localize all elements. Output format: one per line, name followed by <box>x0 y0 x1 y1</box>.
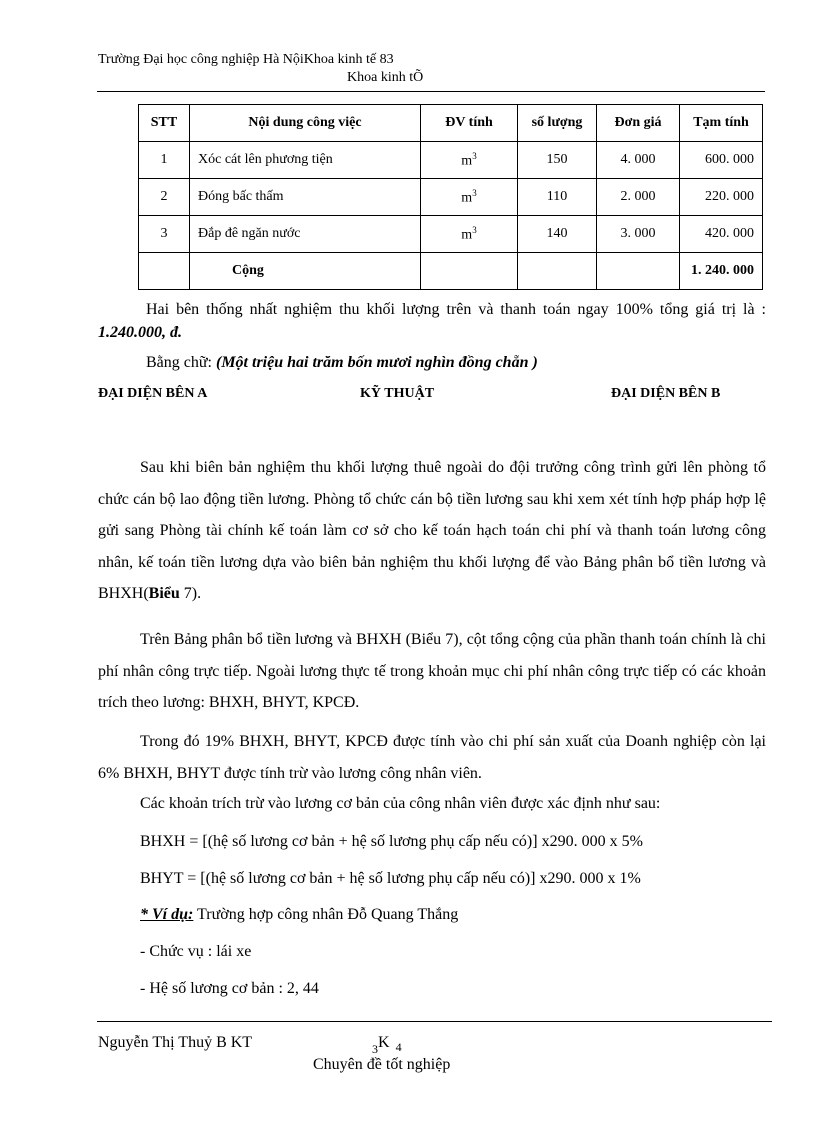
cell-empty <box>139 253 190 290</box>
formula-bhxh: BHXH = [(hệ số lương cơ bản + hệ số lương phụ cấp nếu có)] x290. 000 x 5% <box>140 833 643 850</box>
words-label: Bằng chữ: <box>146 354 216 371</box>
cell-empty <box>597 253 680 290</box>
table-row <box>139 179 763 216</box>
footer-class-num: 4 <box>395 1040 402 1054</box>
footer-author: Nguyễn Thị Thuỷ B KT <box>98 1034 253 1051</box>
table-row <box>139 142 763 179</box>
col-header-price: Đơn giá <box>597 105 680 142</box>
cell-empty <box>518 253 597 290</box>
footer-class <box>372 1034 402 1056</box>
cell-price: 2. 000 <box>597 179 680 216</box>
cell-stt: 1 <box>139 142 190 179</box>
unit-exponent: 3 <box>472 224 477 235</box>
footer-class-sub: 3 <box>372 1042 378 1056</box>
footer-class-k: K <box>378 1034 390 1051</box>
example-line <box>140 906 458 924</box>
agreement-amount: 1.240.000, đ. <box>98 324 182 341</box>
table-total-row <box>139 253 763 290</box>
words-value: (Một triệu hai trăm bốn mươi nghìn đồng chẵn ) <box>216 354 538 371</box>
paragraph-3: Trong đó 19% BHXH, BHYT, KPCĐ được tính vào chi phí sản xuất của Doanh nghiệp còn lại 6% BHXH, BHYT được tính trừ vào lương công nhân viên. <box>98 733 766 782</box>
cell-stt: 2 <box>139 179 190 216</box>
cell-content: Đắp đê ngăn nước <box>190 216 421 253</box>
agreement-text: Hai bên thống nhất nghiệm thu khối lượng trên và thanh toán ngay 100% tổng giá trị là : <box>146 301 766 318</box>
cell-stt: 3 <box>139 216 190 253</box>
header-faculty: Khoa kinh tÕ <box>347 70 424 85</box>
col-header-unit: ĐV tính <box>421 105 518 142</box>
table-row <box>139 216 763 253</box>
cell-content: Xóc cát lên phương tiện <box>190 142 421 179</box>
footer-subtitle: Chuyên đề tốt nghiệp <box>313 1056 451 1073</box>
example-text: Trường hợp công nhân Đỗ Quang Thắng <box>193 906 459 923</box>
cell-unit <box>421 142 518 179</box>
unit-text: m <box>461 227 473 243</box>
agreement-paragraph <box>98 298 766 344</box>
signature-party-b: ĐẠI DIỆN BÊN B <box>611 386 721 401</box>
signature-technical: KỸ THUẬT <box>360 386 435 401</box>
example-label: * Ví dụ: <box>140 906 194 923</box>
cell-price: 4. 000 <box>597 142 680 179</box>
cell-price: 3. 000 <box>597 216 680 253</box>
unit-text: m <box>461 153 473 169</box>
amount-in-words <box>146 354 538 372</box>
position-line: - Chức vụ : lái xe <box>140 943 252 960</box>
col-header-qty: số lượng <box>518 105 597 142</box>
col-header-content: Nội dung công việc <box>190 105 421 142</box>
cell-qty: 140 <box>518 216 597 253</box>
cell-unit <box>421 179 518 216</box>
cell-total: 600. 000 <box>680 142 763 179</box>
paragraph-2: Trên Bảng phân bổ tiền lương và BHXH (Biểu 7), cột tổng cộng của phần thanh toán chính là chi phí nhân công trực tiếp. Ngoài lương thực tế trong khoản mục chi phí nhân công trực tiếp có các khoản trích theo lương: BHXH, BHYT, KPCĐ. <box>98 631 766 711</box>
header-rule <box>97 91 765 92</box>
signature-party-a: ĐẠI DIỆN BÊN A <box>98 386 208 401</box>
cell-total: 420. 000 <box>680 216 763 253</box>
unit-exponent: 3 <box>472 150 477 161</box>
header-school: Trường Đại học công nghiệp Hà NộiKhoa kinh tế 83 <box>98 52 394 67</box>
paragraph-1-bold: Biểu <box>148 585 180 602</box>
total-value: 1. 240. 000 <box>680 253 763 290</box>
cell-content: Đóng bấc thấm <box>190 179 421 216</box>
paragraph-1 <box>98 452 766 610</box>
unit-text: m <box>461 190 473 206</box>
table-header-row <box>139 105 763 142</box>
cell-qty: 150 <box>518 142 597 179</box>
col-header-total: Tạm tính <box>680 105 763 142</box>
paragraph-1-end: 7). <box>179 585 202 602</box>
total-label: Cộng <box>190 253 421 290</box>
work-table <box>138 104 763 290</box>
col-header-stt: STT <box>139 105 190 142</box>
formula-bhyt: BHYT = [(hệ số lương cơ bản + hệ số lương phụ cấp nếu có)] x290. 000 x 1% <box>140 870 641 887</box>
footer-rule <box>97 1021 772 1022</box>
unit-exponent: 3 <box>472 187 477 198</box>
paragraph-1-text: Sau khi biên bản nghiệm thu khối lượng thuê ngoài do đội trưởng công trình gửi lên phòng tổ chức cán bộ lao động tiền lương. Phòng tổ chức cán bộ tiền lương sau khi xem xét tính hợp pháp hợp lệ gửi sang Phòng tài chính kế toán làm cơ sở cho kế toán hạch toán chi phí và thanh toán lương công nhân, kế toán tiền lương dựa vào biên bản nghiệm thu khối lượng để vào Bảng phân bổ tiền lương và BHXH( <box>98 459 766 602</box>
cell-total: 220. 000 <box>680 179 763 216</box>
deduction-intro: Các khoản trích trừ vào lương cơ bản của công nhân viên được xác định như sau: <box>140 795 661 812</box>
cell-qty: 110 <box>518 179 597 216</box>
coefficient-line: - Hệ số lương cơ bản : 2, 44 <box>140 980 319 997</box>
cell-empty <box>421 253 518 290</box>
cell-unit <box>421 216 518 253</box>
